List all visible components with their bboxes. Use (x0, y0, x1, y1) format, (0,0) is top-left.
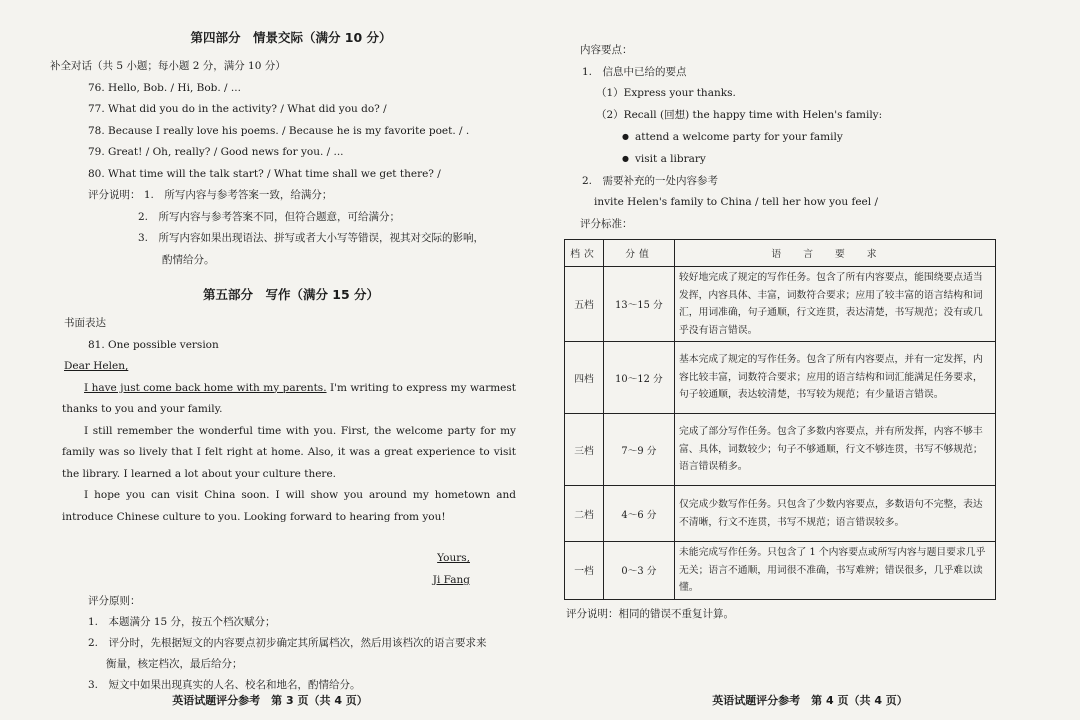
score-note-1: 1. 所写内容与参考答案一致，给满分； (143, 189, 333, 201)
score-cell: 7～9 分 (604, 414, 675, 486)
answer-78: 78. Because I really love his poems. / Because he is my favorite poet. / . (88, 124, 470, 137)
essay-heading: 81. One possible version (88, 338, 219, 351)
content-points-label: 内容要点： (580, 44, 633, 56)
score-note-3: 3. 所写内容如果出现语法、拼写或者大小写等错误，视其对交际的影响， (138, 232, 485, 244)
table-row (565, 342, 996, 414)
given-points-label: 1. 信息中已给的要点 (582, 65, 687, 78)
answer-80: 80. What time will the talk start? / What time shall we get there? / (88, 167, 441, 180)
table-row (565, 267, 996, 342)
part5-title: 第五部分 写作（满分 15 分） (202, 287, 380, 302)
principle-2: 2. 评分时，先根据短文的内容要点初步确定其所属档次，然后用该档次的语言要求来 (88, 637, 487, 649)
requirement-cell: 仅完成少数写作任务。只包含了少数内容要点，多数语句不完整，表达不清晰，行文不连贯，书写不规范；语言错误较多。 (675, 486, 996, 542)
level-cell: 四档 (565, 342, 604, 414)
level-cell: 三档 (565, 414, 604, 486)
score-note-2: 2. 所写内容与参考答案不同，但符合题意，可给满分； (138, 210, 401, 223)
essay-salutation: Dear Helen, (64, 360, 129, 372)
part4-instruction: 补全对话（共 5 小题；每小题 2 分，满分 10 分） (50, 60, 286, 72)
given-point-2: （2）Recall (回想) the happy time with Helen's family: (596, 108, 883, 121)
table-header-row (565, 240, 996, 267)
essay-signature: Ji Fang (432, 573, 470, 586)
essay-paragraph-1 (62, 378, 516, 421)
level-cell: 五档 (565, 267, 604, 342)
principle-1: 1. 本题满分 15 分，按五个档次赋分； (88, 616, 276, 628)
table-row (565, 414, 996, 486)
score-cell: 4～6 分 (604, 486, 675, 542)
given-point-1: （1）Express your thanks. (596, 87, 736, 99)
score-cell: 10～12 分 (604, 342, 675, 414)
score-cell: 0～3 分 (604, 542, 675, 600)
essay-paragraph-2: I still remember the wonderful time with you. First, the welcome party for my family was so lively that I felt right at home. Also, it was a great experience to visit the library. I learned a lot about your culture there. (62, 424, 516, 480)
criteria-label: 评分标准： (580, 217, 633, 230)
table-row (565, 542, 996, 600)
bullet-1-text: attend a welcome party for your family (634, 130, 843, 143)
bullet-welcome-party (580, 126, 1040, 148)
bullet-library (580, 148, 1040, 170)
essay-p1-underlined: I have just come back home with my parents. (84, 381, 327, 394)
answer-77: 77. What did you do in the activity? / What did you do? / (88, 103, 387, 115)
essay-closing: Yours, (437, 552, 470, 564)
score-note-label: 评分说明： (88, 189, 141, 201)
answer-79: 79. Great! / Oh, really? / Good news for you. / ... (88, 146, 344, 158)
need-point-text: invite Helen's family to China / tell her how you feel / (594, 196, 878, 208)
table-row (565, 486, 996, 542)
part4-title: 第四部分 情景交际（满分 10 分） (190, 30, 392, 45)
essay-paragraph-3: I hope you can visit China soon. I will show you around my hometown and introduce Chinese culture to you. Looking forward to hearing from you! (62, 489, 516, 523)
level-cell: 一档 (565, 542, 604, 600)
essay-p1-rest: I'm writing to express my warmest thanks to you and your family. (62, 381, 516, 415)
level-cell: 二档 (565, 486, 604, 542)
writing-label: 书面表达 (64, 317, 106, 329)
principle-3: 3. 短文中如果出现真实的人名、校名和地名，酌情给分。 (88, 679, 361, 691)
page-4-footer: 英语试题评分参考 第 4 页（共 4 页） (712, 694, 908, 707)
score-note-3-cont: 酌情给分。 (162, 253, 215, 266)
table-note: 评分说明：相同的错误不重复计算。 (566, 607, 734, 620)
requirement-cell: 基本完成了规定的写作任务。包含了所有内容要点，并有一定发挥，内容比较丰富，词数符合要求；应用的语言结构和词汇能满足任务要求，句子较通顺，表达较清楚，书写较为规范；有少量语言错误。 (675, 342, 996, 414)
header-requirements: 语言要求 (675, 240, 996, 267)
requirement-cell: 未能完成写作任务。只包含了 1 个内容要点或所写内容与题目要求几乎无关；语言不通顺，用词很不准确，书写难辨；错误很多，几乎难以读懂。 (675, 542, 996, 600)
header-level: 档次 (565, 240, 604, 267)
principle-2-cont: 衡量，核定档次，最后给分； (106, 658, 243, 670)
page-3-footer: 英语试题评分参考 第 3 页（共 4 页） (172, 694, 368, 707)
requirement-cell: 完成了部分写作任务。包含了多数内容要点，并有所发挥，内容不够丰富、具体，词数较少；句子不够通顺，行文不够连贯，书写不够规范；语言错误稍多。 (675, 414, 996, 486)
principles-label: 评分原则： (88, 595, 141, 607)
page-4 (540, 0, 1080, 720)
score-cell: 13～15 分 (604, 267, 675, 342)
bullet-2-text: visit a library (634, 153, 706, 165)
requirement-cell: 较好地完成了规定的写作任务。包含了所有内容要点，能围绕要点适当发挥，内容具体、丰富，词数符合要求；应用了较丰富的语言结构和词汇，用词准确，句子通顺，行文连贯，表达清楚，书写规范；没有或几乎没有语言错误。 (675, 267, 996, 342)
need-points-label: 2. 需要补充的一处内容参考 (582, 174, 719, 187)
header-score: 分值 (604, 240, 675, 267)
grading-table (564, 239, 996, 600)
answer-76: 76. Hello, Bob. / Hi, Bob. / ... (88, 81, 241, 94)
